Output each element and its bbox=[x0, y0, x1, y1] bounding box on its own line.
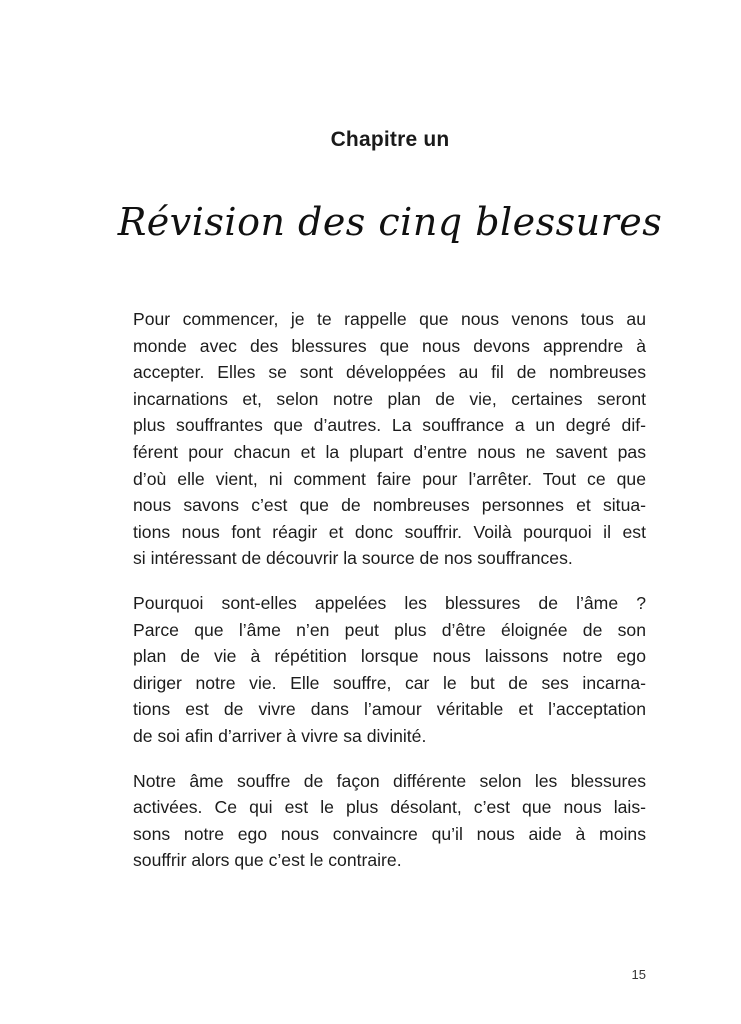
chapter-title: Révision des cinq blessures bbox=[117, 200, 663, 244]
chapter-label: Chapitre un bbox=[330, 128, 450, 151]
text-line: souffrir alors que c’est le contraire. bbox=[133, 850, 402, 871]
text-line: si intéressant de découvrir la source de nos souffrances. bbox=[133, 548, 573, 569]
text-line: activées. Ce qui est le plus désolant, c’est que nous lais- bbox=[133, 797, 646, 818]
body-text bbox=[133, 306, 646, 892]
text-line: de soi afin d’arriver à vivre sa divinité. bbox=[133, 725, 427, 746]
text-line: Pourquoi sont-elles appelées les blessures de l’âme ? bbox=[133, 592, 646, 613]
paragraph-3 bbox=[133, 768, 646, 874]
text-line: plus souffrantes que d’autres. La souffrance a un degré dif- bbox=[133, 415, 646, 436]
text-line: Parce que l’âme n’en peut plus d’être éloignée de son bbox=[133, 619, 646, 640]
text-line: férent pour chacun et la plupart d’entre nous ne savent pas bbox=[133, 441, 646, 462]
text-line: monde avec des blessures que nous devons apprendre à bbox=[133, 335, 646, 356]
text-line: sons notre ego nous convaincre qu’il nous aide à moins bbox=[133, 823, 646, 844]
text-line: tions est de vivre dans l’amour véritable et l’acceptation bbox=[133, 699, 646, 720]
text-line: incarnations et, selon notre plan de vie, certaines seront bbox=[133, 388, 646, 409]
text-line: plan de vie à répétition lorsque nous laissons notre ego bbox=[133, 646, 646, 667]
text-line: Pour commencer, je te rappelle que nous venons tous au bbox=[133, 309, 646, 329]
text-line: accepter. Elles se sont développées au fil de nombreuses bbox=[133, 362, 646, 383]
text-line: tions nous font réagir et donc souffrir. Voilà pourquoi il est bbox=[133, 521, 646, 542]
text-line: d’où elle vient, ni comment faire pour l’arrêter. Tout ce que bbox=[133, 468, 646, 489]
text-line: nous savons c’est que de nombreuses personnes et situa- bbox=[133, 495, 646, 516]
paragraph-2 bbox=[133, 590, 646, 750]
paragraph-1 bbox=[133, 306, 646, 572]
text-line: diriger notre vie. Elle souffre, car le but de ses incarna- bbox=[133, 672, 646, 693]
page-number: 15 bbox=[631, 967, 646, 982]
text-line: Notre âme souffre de façon différente selon les blessures bbox=[133, 770, 646, 791]
